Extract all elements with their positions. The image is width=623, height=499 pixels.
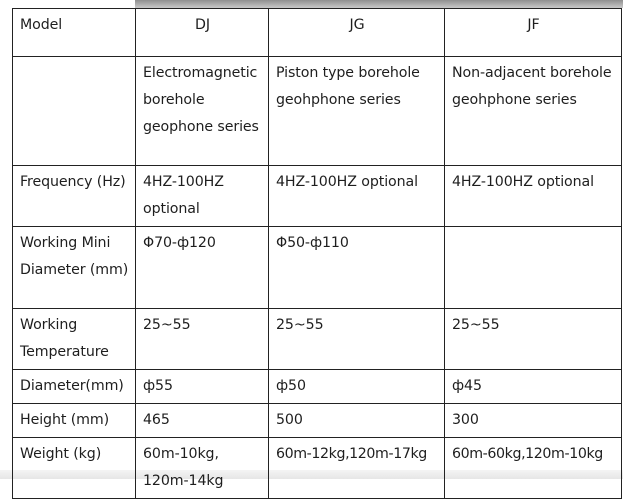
header-cell-model: Model xyxy=(13,9,136,57)
header-cell-jf: JF xyxy=(445,9,622,57)
table-cell: 25~55 xyxy=(136,309,269,370)
header-cell-dj: DJ xyxy=(136,9,269,57)
table-cell: Non-adjacent borehole geohphone series xyxy=(445,57,622,166)
table-cell: 4HZ-100HZ optional xyxy=(136,166,269,227)
table-cell: 60m-12kg,120m-17kg xyxy=(269,438,445,499)
table-row xyxy=(13,438,622,499)
row-label: Height (mm) xyxy=(13,404,136,438)
row-label: Diameter(mm) xyxy=(13,370,136,404)
table-row xyxy=(13,370,622,404)
table-cell: Φ70-ф120 xyxy=(136,227,269,309)
table-cell: ф45 xyxy=(445,370,622,404)
table-cell: 4HZ-100HZ optional xyxy=(445,166,622,227)
row-label: Weight (kg) xyxy=(13,438,136,499)
table-cell: 25~55 xyxy=(445,309,622,370)
table-cell: Φ50-ф110 xyxy=(269,227,445,309)
table-cell: Electromagnetic borehole geophone series xyxy=(136,57,269,166)
table-cell: 4HZ-100HZ optional xyxy=(269,166,445,227)
table-cell xyxy=(445,227,622,309)
row-label: Working Mini Diameter (mm) xyxy=(13,227,136,309)
header-row xyxy=(13,9,622,57)
table-cell: 60m-10kg, 120m-14kg xyxy=(136,438,269,499)
table-cell: 60m-60kg,120m-10kg xyxy=(445,438,622,499)
table-row xyxy=(13,57,622,166)
table-row xyxy=(13,227,622,309)
table-cell: 500 xyxy=(269,404,445,438)
table-row xyxy=(13,404,622,438)
table-row xyxy=(13,166,622,227)
header-cell-jg: JG xyxy=(269,9,445,57)
table-cell: ф50 xyxy=(269,370,445,404)
row-label: Frequency (Hz) xyxy=(13,166,136,227)
table-cell: 465 xyxy=(136,404,269,438)
photo-edge-top xyxy=(135,0,623,8)
spec-table xyxy=(12,8,622,499)
table-cell: Piston type borehole geohphone series xyxy=(269,57,445,166)
table-cell: ф55 xyxy=(136,370,269,404)
table-row xyxy=(13,309,622,370)
table-cell: 300 xyxy=(445,404,622,438)
row-label xyxy=(13,57,136,166)
row-label: Working Temperature xyxy=(13,309,136,370)
table-cell: 25~55 xyxy=(269,309,445,370)
